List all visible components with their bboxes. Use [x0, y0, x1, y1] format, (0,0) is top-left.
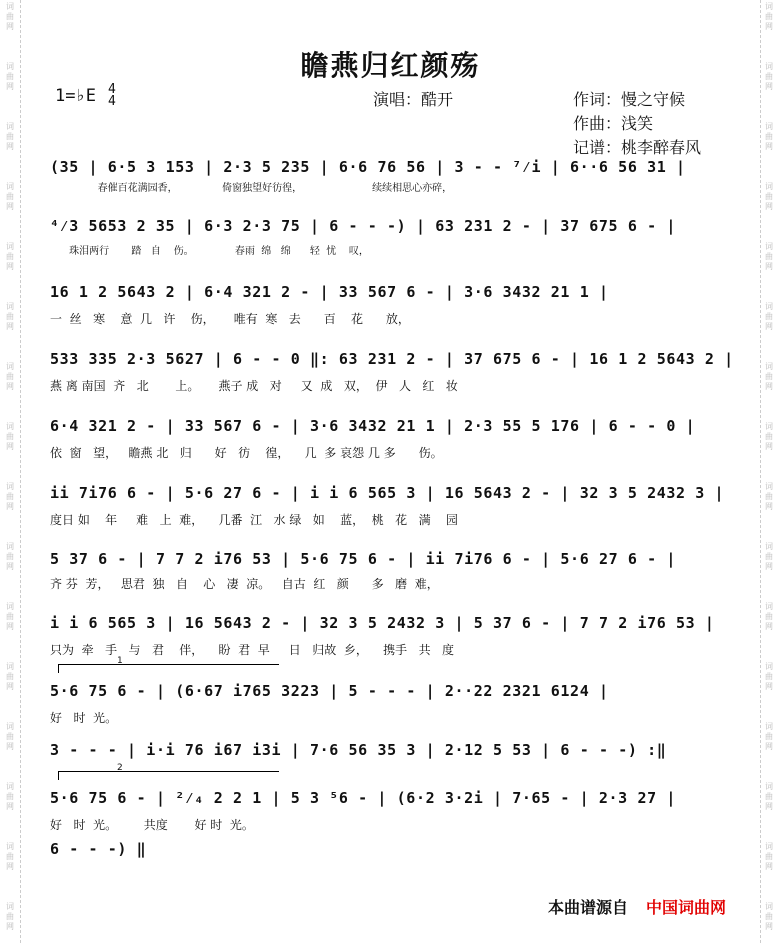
watermark-text: 词 曲 网: [765, 782, 773, 811]
key-signature: 1=♭E: [55, 86, 96, 106]
watermark-text: 词 曲 网: [6, 302, 14, 331]
song-title: 瞻燕归红颜殇: [300, 49, 481, 82]
lyric-line: 燕 离 南国 齐 北 上。 燕子 成 对 又 成 双， 伊 人 红 妆: [50, 379, 458, 393]
composer-credit: 作曲：浅笑: [573, 114, 654, 133]
watermark-text: 词 曲 网: [6, 182, 14, 211]
lyric-line: 只为 牵 手 与 君 伴， 盼 君 早 日 归故 乡， 携手 共 度: [50, 643, 455, 657]
watermark-text: 词 曲 网: [765, 542, 773, 571]
watermark-text: 词 曲 网: [6, 2, 14, 31]
notation-line: ⁴⁄3 5653 2 35 | 6·3 2·3 75 | 6 - - -) | 63 231 2 - | 37 675 6 - |: [50, 217, 676, 235]
watermark-text: 词 曲 网: [6, 122, 14, 151]
notation-line: 6 - - -) ‖: [50, 840, 147, 858]
lyric-line: 一 丝 寒 意 几 许 伤， 唯有 寒 去 百 花 放，: [50, 312, 410, 326]
watermark-text: 词 曲 网: [765, 302, 773, 331]
lyric-line: 春催百花满园香， 倚窗独望好彷徨， 续续相思心亦碎，: [50, 183, 453, 194]
notation-line: 533 335 2·3 5627 | 6 - - 0 ‖: 63 231 2 - | 37 675 6 - | 16 1 2 5643 2 |: [50, 350, 734, 368]
watermark-text: 词 曲 网: [6, 542, 14, 571]
watermark-text: 词 曲 网: [6, 722, 14, 751]
lyricist-credit: 作词：慢之守候: [573, 90, 686, 109]
watermark-text: 词 曲 网: [765, 362, 773, 391]
watermark-text: 词 曲 网: [765, 602, 773, 631]
notation-line: 5 37 6 - | 7 7 2 i76 53 | 5·6 75 6 - | ii 7i76 6 - | 5·6 27 6 - |: [50, 550, 676, 568]
notation-line: 6·4 321 2 - | 33 567 6 - | 3·6 3432 21 1 | 2·3 55 5 176 | 6 - - 0 |: [50, 417, 696, 435]
watermark-text: 词 曲 网: [765, 422, 773, 451]
notation-line: ii 7i76 6 - | 5·6 27 6 - | i i 6 565 3 | 16 5643 2 - | 32 3 5 2432 3 |: [50, 484, 725, 502]
watermark-text: 词 曲 网: [765, 122, 773, 151]
watermark-text: 词 曲 网: [765, 662, 773, 691]
watermark-text: 词 曲 网: [765, 902, 773, 931]
watermark-text: 词 曲 网: [6, 422, 14, 451]
source-brand-link[interactable]: 中国词曲网: [646, 898, 727, 917]
watermark-text: 词 曲 网: [765, 182, 773, 211]
watermark-text: 词 曲 网: [6, 362, 14, 391]
source-attribution: [548, 895, 726, 918]
notation-line: 5·6 75 6 - | (6·67 i765 3223 | 5 - - - | 2··22 2321 6124 |: [50, 682, 609, 700]
source-label: 本曲谱源自: [548, 898, 629, 917]
notation-line: 16 1 2 5643 2 | 6·4 321 2 - | 33 567 6 - | 3·6 3432 21 1 |: [50, 283, 609, 301]
volta-bracket-1: 1: [58, 664, 279, 673]
watermark-text: 词 曲 网: [6, 842, 14, 871]
watermark-text: 词 曲 网: [6, 662, 14, 691]
watermark-text: 词 曲 网: [6, 62, 14, 91]
watermark-text: 词 曲 网: [765, 242, 773, 271]
lyric-line: 好 时 光。: [50, 711, 118, 725]
watermark-text: 词 曲 网: [765, 842, 773, 871]
notation-line: 5·6 75 6 - | ²⁄₄ 2 2 1 | 5 3 ⁵6 - | (6·2 3·2i | 7·65 - | 2·3 27 |: [50, 789, 676, 807]
watermark-text: 词 曲 网: [765, 2, 773, 31]
watermark-text: 词 曲 网: [765, 722, 773, 751]
watermark-text: 词 曲 网: [6, 902, 14, 931]
watermark-text: 词 曲 网: [6, 482, 14, 511]
watermark-text: 词 曲 网: [6, 782, 14, 811]
watermark-text: 词 曲 网: [765, 482, 773, 511]
watermark-text: 词 曲 网: [6, 602, 14, 631]
watermark-text: 词 曲 网: [765, 62, 773, 91]
notation-line: (35 | 6·5 3 153 | 2·3 5 235 | 6·6 76 56 | 3 - - ⁷⁄i | 6··6 56 31 |: [50, 158, 686, 176]
transcriber-credit: 记谱：桃李醉春风: [573, 138, 702, 157]
lyric-line: 齐 芬 芳， 思君 独 自 心 凄 凉。 自古 红 颜 多 磨 难，: [50, 577, 439, 591]
notation-line: i i 6 565 3 | 16 5643 2 - | 32 3 5 2432 3 | 5 37 6 - | 7 7 2 i76 53 |: [50, 614, 715, 632]
volta-bracket-2: 2: [58, 771, 279, 780]
lyric-line: 好 时 光。 共度 好 时 光。: [50, 818, 254, 832]
lyric-line: 珠泪两行 踏 自 伤。 春雨 绵 绵 轻 忧 叹，: [50, 246, 369, 257]
watermark-text: 词 曲 网: [6, 242, 14, 271]
lyric-line: 度日 如 年 难 上 难， 几番 江 水 绿 如 蓝， 桃 花 满 园: [50, 513, 458, 527]
notation-line: 3 - - - | i·i 76 i67 i3i | 7·6 56 35 3 | 2·12 5 53 | 6 - - -) :‖: [50, 741, 667, 759]
singer-credit: 演唱：酷开: [373, 90, 454, 109]
lyric-line: 依 窗 望， 瞻燕 北 归 好 彷 徨， 几 多 哀怨 几 多 伤。: [50, 446, 443, 460]
time-signature: 4 4: [108, 82, 116, 109]
